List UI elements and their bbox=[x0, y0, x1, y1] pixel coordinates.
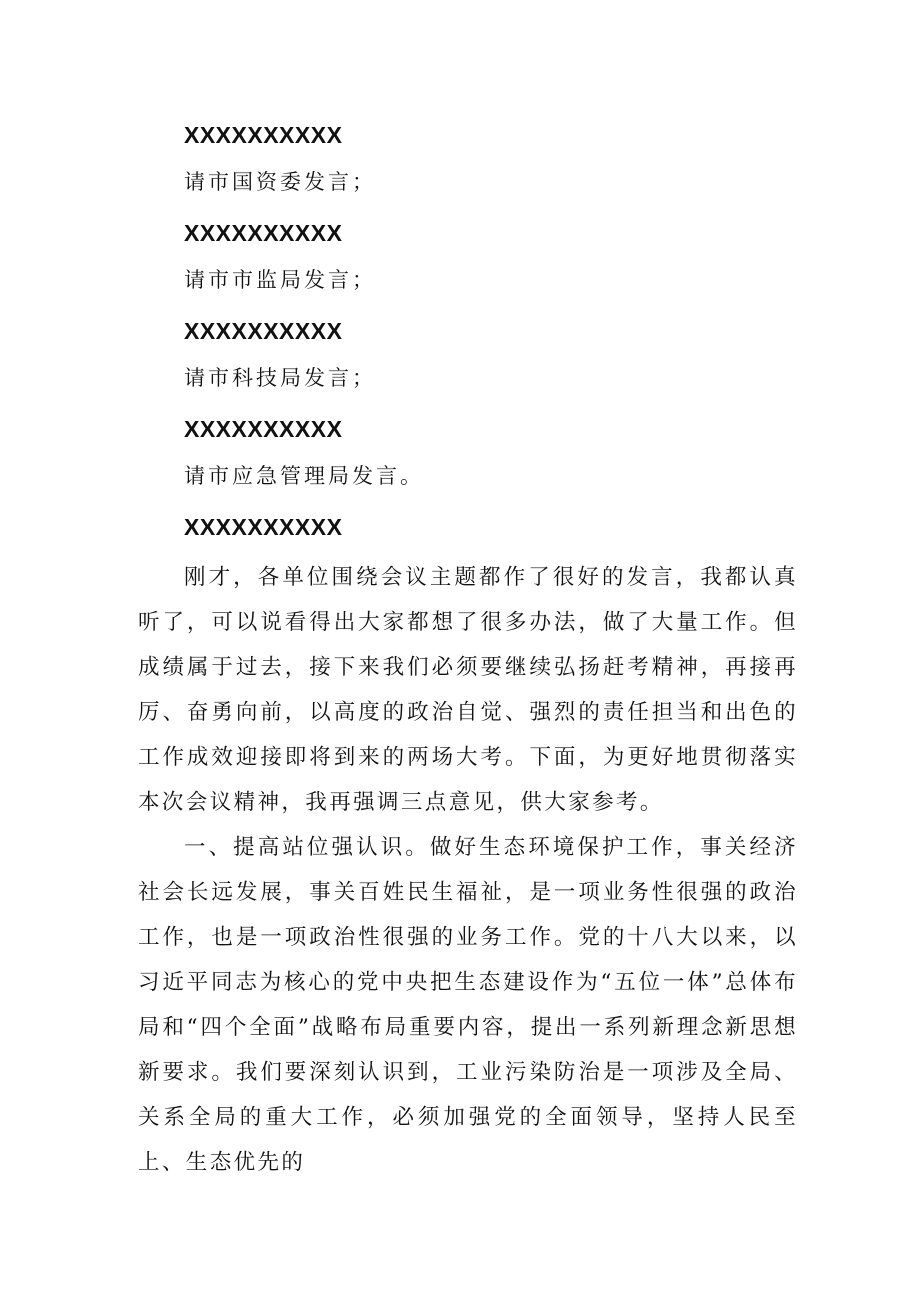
entry-heading-3: XXXXXXXXXX bbox=[184, 318, 343, 344]
closing-heading: XXXXXXXXXX bbox=[184, 514, 343, 540]
entry-heading-4: XXXXXXXXXX bbox=[184, 416, 343, 442]
speaker-line-2: 请市市监局发言； bbox=[184, 268, 376, 292]
entry-heading-1: XXXXXXXXXX bbox=[184, 122, 343, 148]
speaker-line-1: 请市国资委发言； bbox=[184, 170, 376, 194]
body-paragraph-1: 刚才，各单位围绕会议主题都作了很好的发言，我都认真听了，可以说看得出大家都想了很多办法，做了大量工作。但成绩属于过去，接下来我们必须要继续弘扬赶考精神，再接再厉、奋勇向前，以高度的政治自觉、强烈的责任担当和出色的工作成效迎接即将到来的两场大考。下面，为更好地贯彻落实本次会议精神，我再强调三点意见，供大家参考。 bbox=[138, 565, 798, 815]
body-paragraph-2: 一、提高站位强认识。做好生态环境保护工作，事关经济社会长远发展，事关百姓民生福祉，是一项业务性很强的政治工作，也是一项政治性很强的业务工作。党的十八大以来，以习近平同志为核心的党中央把生态建设作为“五位一体”总体布局和“四个全面”战略布局重要内容，提出一系列新理念新思想新要求。我们要深刻认识到，工业污染防治是一项涉及全局、关系全局的重大工作，必须加强党的全面领导，坚持人民至上、生态优先的 bbox=[138, 835, 798, 1175]
speaker-line-3: 请市科技局发言； bbox=[184, 366, 376, 390]
speaker-line-4: 请市应急管理局发言。 bbox=[184, 464, 424, 488]
entry-heading-2: XXXXXXXXXX bbox=[184, 220, 343, 246]
